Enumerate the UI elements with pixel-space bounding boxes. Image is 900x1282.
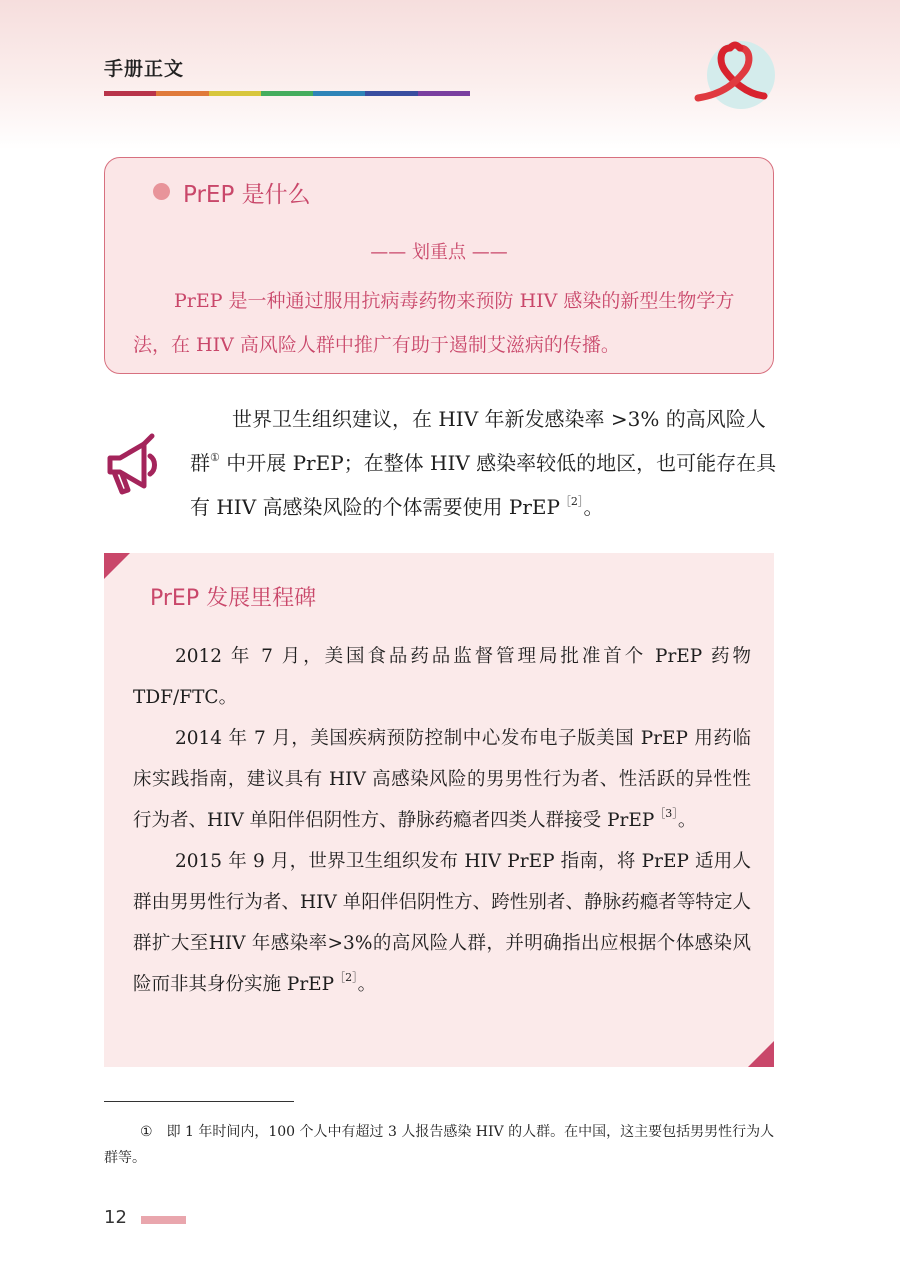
megaphone-icon bbox=[100, 428, 172, 500]
rainbow-divider bbox=[104, 91, 470, 96]
rainbow-segment bbox=[104, 91, 156, 96]
footnote-reference: ① bbox=[210, 451, 220, 464]
key-point-text: PrEP 是一种通过服用抗病毒药物来预防 HIV 感染的新型生物学方法，在 HIV 高风险人群中推广有助于遏制艾滋病的传播。 bbox=[133, 290, 735, 356]
who-text-part1: 世界卫生组织建议，在 HIV 年新发感染率 >3% 的高风险人群 bbox=[190, 407, 766, 475]
page-number-bar bbox=[141, 1216, 186, 1224]
footnote bbox=[104, 1119, 776, 1171]
red-ribbon-icon bbox=[690, 38, 780, 114]
key-point-subtitle: —— 划重点 —— bbox=[370, 242, 508, 263]
rainbow-segment bbox=[156, 91, 208, 96]
rainbow-segment bbox=[313, 91, 365, 96]
rainbow-segment bbox=[209, 91, 261, 96]
milestone-text: 2012 年 7 月，美国食品药品监督管理局批准首个 PrEP 药物 TDF/FTC。 bbox=[133, 646, 751, 708]
milestones-list bbox=[133, 636, 751, 1005]
rainbow-segment bbox=[418, 91, 470, 96]
milestone-tail: 。 bbox=[677, 810, 697, 831]
page-number: 12 bbox=[104, 1207, 127, 1228]
footnote-text: 即 1 年时间内，100 个人中有超过 3 人报告感染 HIV 的人群。在中国，这主要包括男男性行为人群等。 bbox=[104, 1124, 775, 1166]
milestone-tail: 。 bbox=[357, 974, 377, 995]
who-recommendation-paragraph bbox=[190, 397, 780, 529]
corner-accent-icon bbox=[104, 553, 130, 579]
citation: ［2］ bbox=[559, 495, 584, 508]
citation: ［3］ bbox=[654, 807, 678, 820]
section-title: 手册正文 bbox=[104, 58, 185, 80]
citation: ［2］ bbox=[334, 971, 358, 984]
rainbow-segment bbox=[365, 91, 417, 96]
milestone-text: 2015 年 9 月，世界卫生组织发布 HIV PrEP 指南，将 PrEP 适用人群由男男性行为者、HIV 单阳伴侣阴性方、跨性别者、静脉药瘾者等特定人群扩大至HIV 年感染率>3%的高风险人群，并明确指出应根据个体感染风险而非其身份实施 PrEP bbox=[133, 851, 751, 995]
milestones-title: PrEP 发展里程碑 bbox=[150, 586, 317, 611]
who-text-part3: 。 bbox=[583, 495, 604, 519]
milestone-item bbox=[133, 841, 751, 1005]
corner-accent-icon bbox=[748, 1041, 774, 1067]
key-point-title: PrEP 是什么 bbox=[183, 182, 311, 208]
milestone-item bbox=[133, 636, 751, 718]
milestone-item bbox=[133, 718, 751, 841]
bullet-dot-icon bbox=[153, 183, 170, 200]
footnote-divider bbox=[104, 1101, 294, 1102]
milestone-text: 2014 年 7 月，美国疾病预防控制中心发布电子版美国 PrEP 用药临床实践指南，建议具有 HIV 高感染风险的男男性行为者、性活跃的异性性行为者、HIV 单阳伴侣阴性方、静脉药瘾者四类人群接受 PrEP bbox=[133, 728, 751, 831]
footnote-mark: ① bbox=[140, 1124, 153, 1140]
rainbow-segment bbox=[261, 91, 313, 96]
who-text-part2: 中开展 PrEP；在整体 HIV 感染率较低的地区，也可能存在具有 HIV 高感染风险的个体需要使用 PrEP bbox=[190, 451, 777, 519]
